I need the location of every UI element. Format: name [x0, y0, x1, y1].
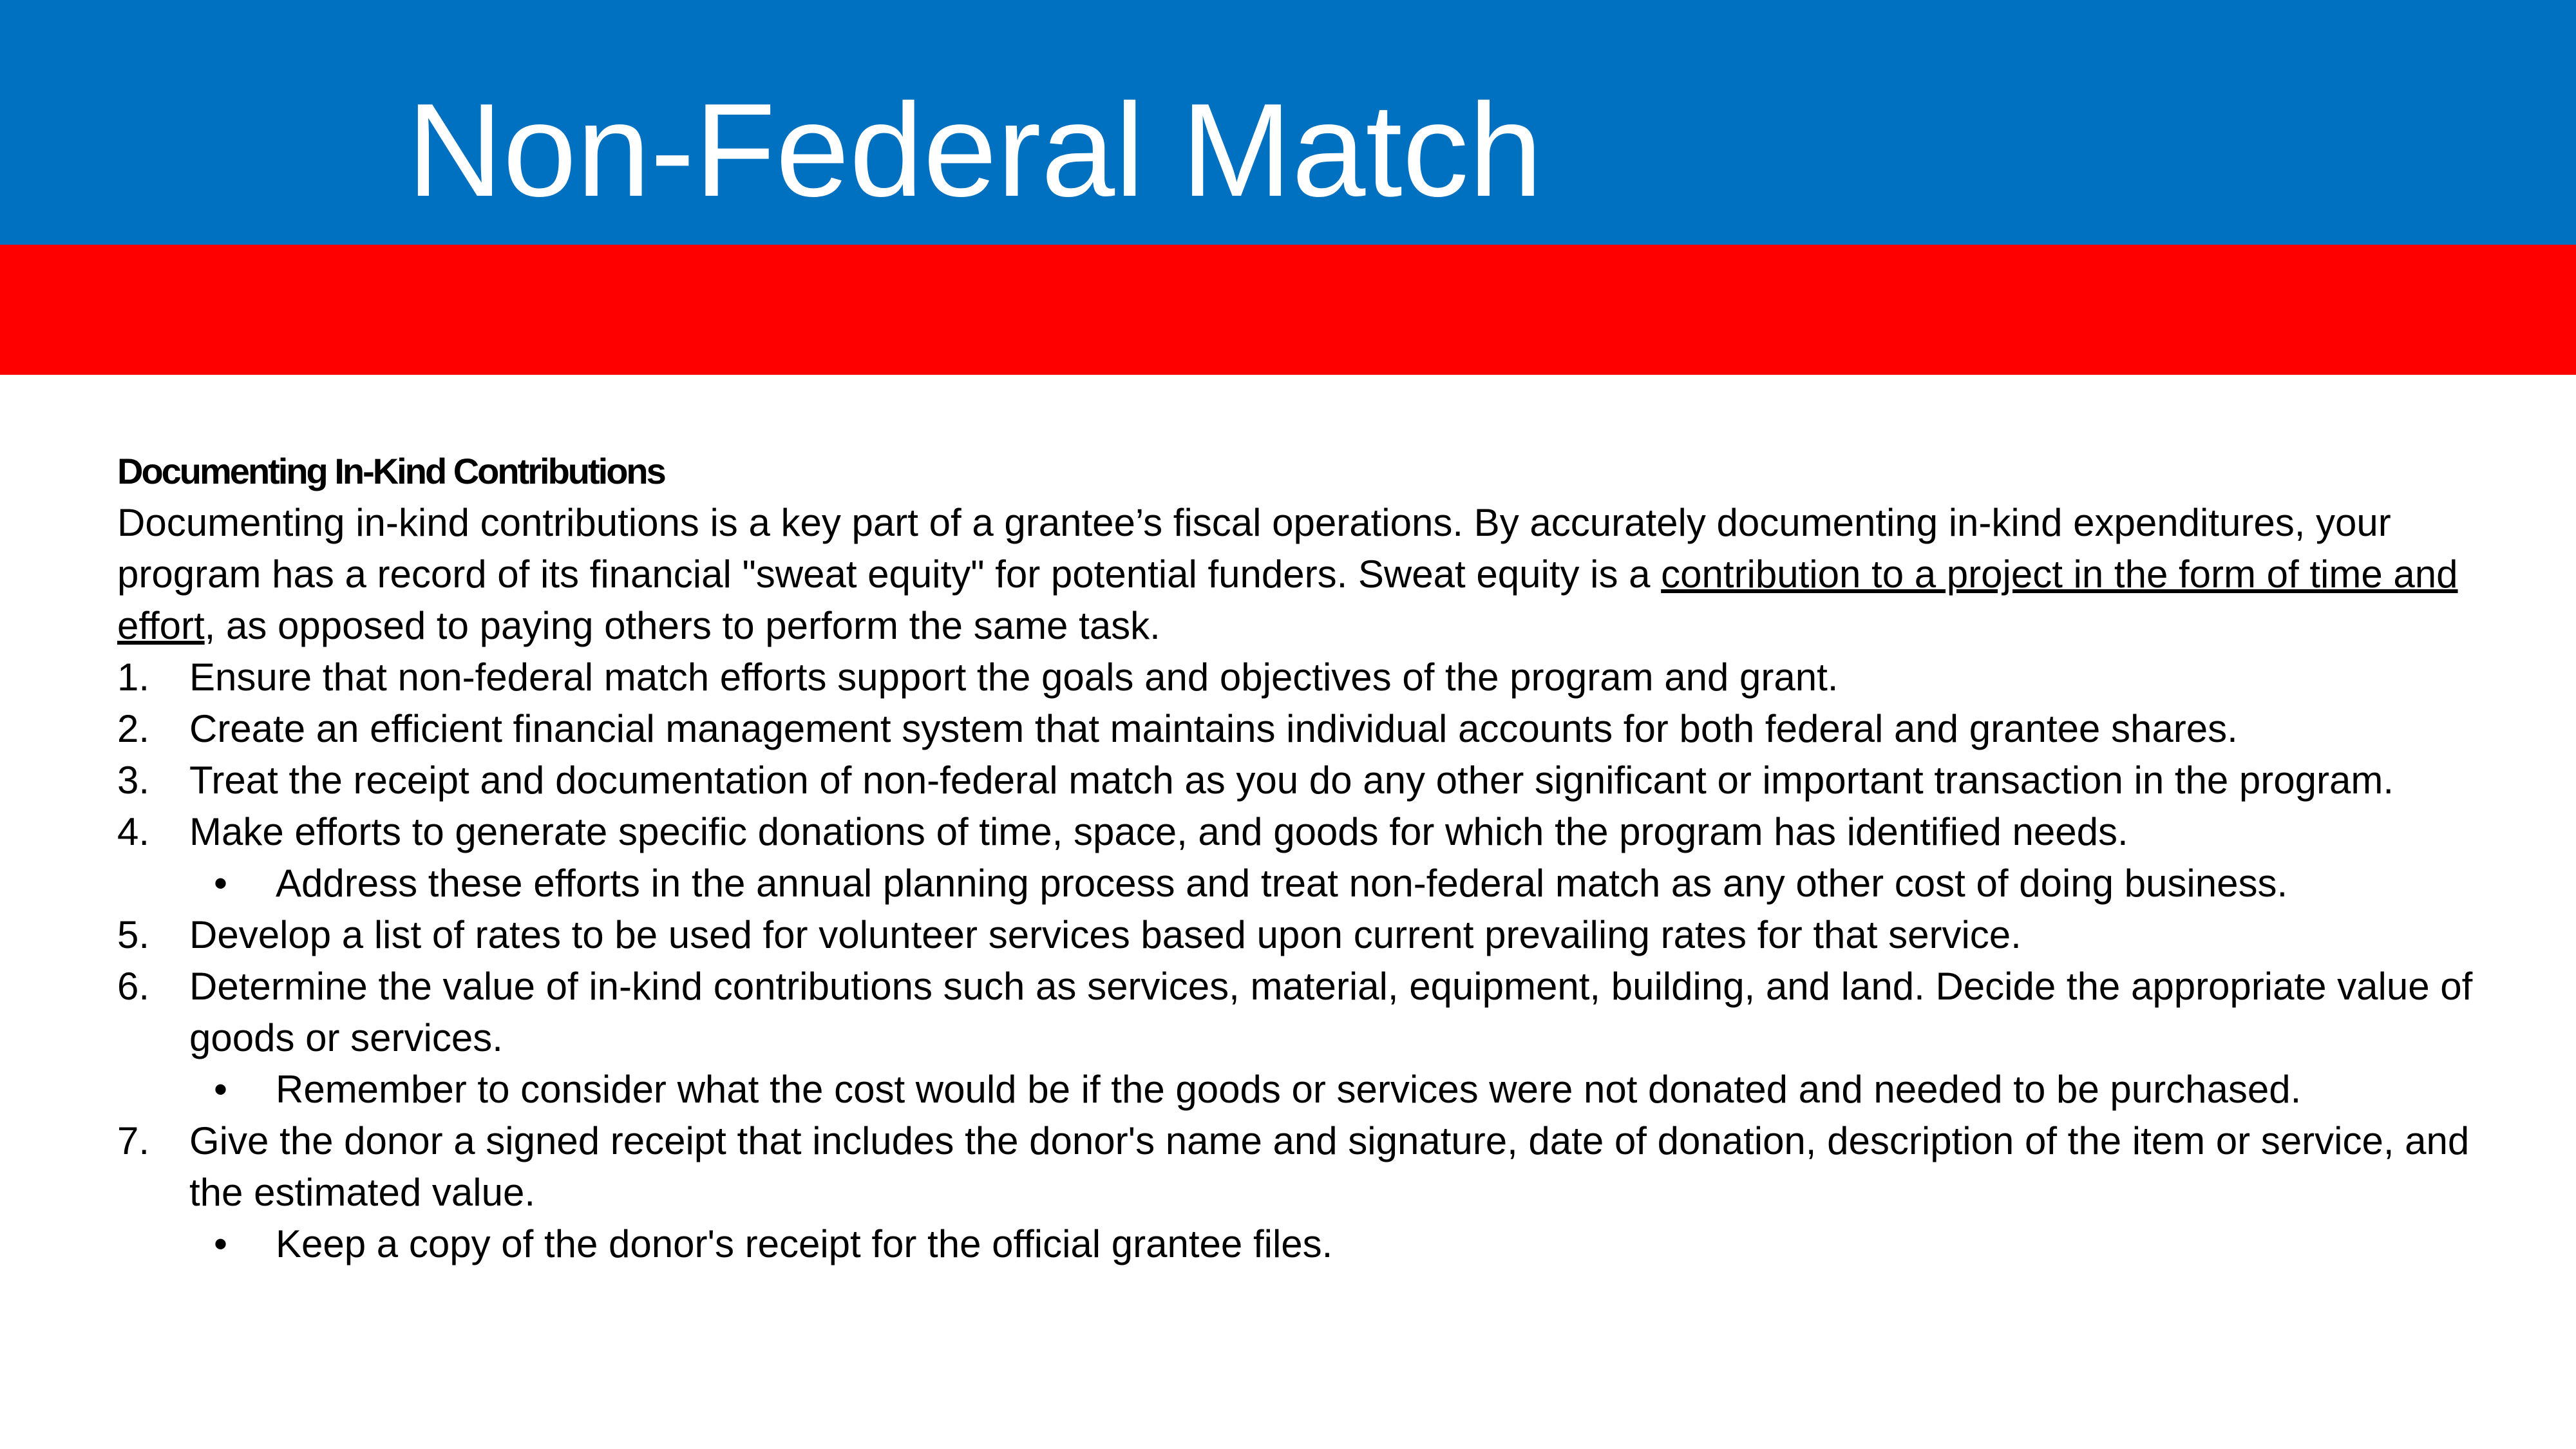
sub-bullet-item: [117, 1064, 2474, 1115]
sub-bullet-item: [117, 1218, 2474, 1270]
sub-bullet-text: Address these efforts in the annual planning process and treat non-federal match as any other cost of doing business.: [276, 862, 2288, 905]
intro-paragraph: [117, 497, 2474, 652]
slide-content: [117, 446, 2474, 1270]
list-item: [117, 703, 2474, 755]
sub-bullet-text: Keep a copy of the donor's receipt for the official grantee files.: [276, 1222, 1333, 1265]
step-number: 5.: [117, 913, 150, 956]
intro-underlined-text: contribution to a project in the form of time and effort: [117, 553, 2458, 647]
sub-bullet-item: [117, 858, 2474, 909]
list-item: [117, 652, 2474, 703]
step-number: 3.: [117, 759, 150, 802]
red-accent-band: [0, 245, 2576, 375]
step-number: 1.: [117, 656, 150, 699]
step-text: Create an efficient financial management system that maintains individual accounts for both federal and grantee shares.: [189, 707, 2238, 750]
bullet-icon: •: [214, 862, 228, 905]
sub-bullet-text: Remember to consider what the cost would be if the goods or services were not donated and needed to be purchased.: [276, 1068, 2302, 1111]
list-item: [117, 909, 2474, 961]
step-number: 4.: [117, 810, 150, 853]
section-heading: Documenting In-Kind Contributions: [117, 451, 665, 491]
intro-text-end: , as opposed to paying others to perform the same task.: [204, 604, 1160, 647]
step-text: Develop a list of rates to be used for volunteer services based upon current prevailing rates for that service.: [189, 913, 2022, 956]
list-item: [117, 806, 2474, 909]
intro-text: Documenting in-kind contributions is a key part of a grantee’s fiscal operations. By accurately documenting in-kind expenditures, your program has a record of its financial "sweat equity" for potential funders. Sweat equity is a: [117, 501, 2391, 596]
list-item: [117, 755, 2474, 806]
step-number: 2.: [117, 707, 150, 750]
list-item: [117, 961, 2474, 1115]
bullet-icon: •: [214, 1222, 228, 1265]
step-text: Make efforts to generate specific donations of time, space, and goods for which the program has identified needs.: [189, 810, 2128, 853]
step-text: Give the donor a signed receipt that includes the donor's name and signature, date of donation, description of the item or service, and the estimated value.: [189, 1119, 2470, 1214]
step-number: 6.: [117, 965, 150, 1008]
step-text: Ensure that non-federal match efforts support the goals and objectives of the program and grant.: [189, 656, 1839, 699]
title-band: [0, 0, 2576, 245]
step-text: Determine the value of in-kind contributions such as services, material, equipment, building, and land. Decide the appropriate value of goods or services.: [189, 965, 2473, 1059]
bullet-icon: •: [214, 1068, 228, 1111]
step-number: 7.: [117, 1119, 150, 1162]
list-item: [117, 1115, 2474, 1270]
slide-title: Non-Federal Match: [407, 76, 1543, 224]
steps-list: [117, 652, 2474, 1270]
step-text: Treat the receipt and documentation of non-federal match as you do any other significant or important transaction in the program.: [189, 759, 2394, 802]
